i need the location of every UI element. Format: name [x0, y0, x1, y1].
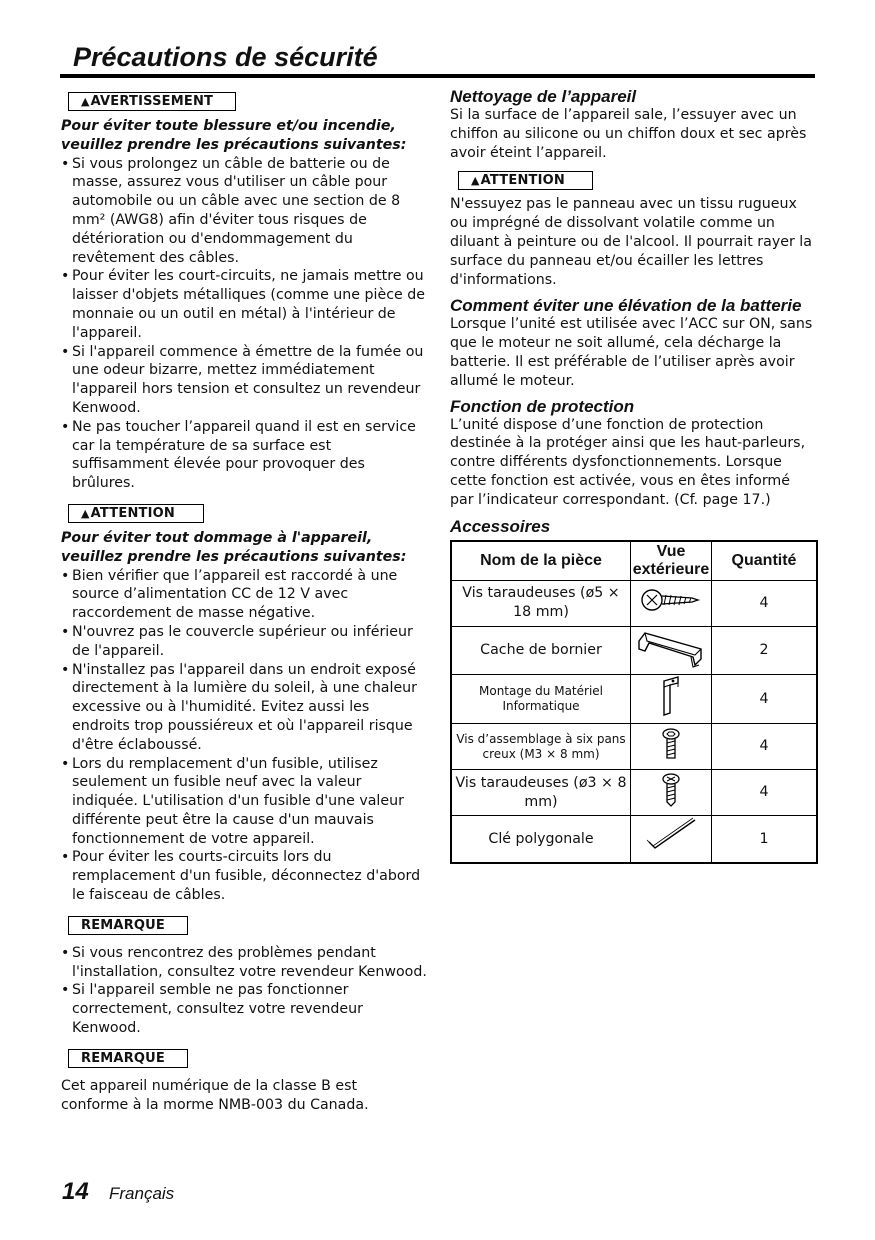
warning-list [61, 155, 427, 493]
part-name: Vis d’assemblage à six pans creux (M3 × 8 mm) [451, 724, 631, 770]
tapping-screw-small-icon [660, 772, 682, 808]
list-item: • N'installez pas l'appareil dans un endroit exposé directement à la lumière du soleil, à une chaleur excessive ou à l'humidité. Evitez aussi les endroits trop poussiéreux et où l'appareil risque d'être éclaboussé. [61, 661, 427, 755]
protection-heading: Fonction de protection [450, 396, 635, 416]
attention-intro: Pour éviter tout dommage à l'appareil, veuillez prendre les précautions suivantes: [61, 529, 407, 565]
part-name: Clé polygonale [451, 816, 631, 863]
list-item: • Si vous rencontrez des problèmes pendant l'installation, consultez votre revendeur Kenwood. [61, 944, 427, 982]
list-item: • Pour éviter les court-circuits, ne jamais mettre ou laisser d'objets métalliques (comme une pièce de monnaie ou un outil en métal) à l'intérieur de l'appareil. [61, 267, 427, 342]
table-header-row [451, 541, 817, 581]
warning-triangle-icon: ▲ [471, 174, 480, 188]
list-item: • N'ouvrez pas le couvercle supérieur ou inférieur de l'appareil. [61, 623, 427, 661]
accessories-heading: Accessoires [450, 516, 551, 536]
part-quantity: 1 [712, 816, 818, 863]
remark-label-box [68, 916, 188, 935]
table-row [451, 626, 817, 675]
part-quantity: 2 [712, 626, 818, 675]
col-header-view: Vue extérieure [631, 541, 712, 581]
attention-label: ATTENTION [480, 173, 565, 189]
warning-intro: Pour éviter toute blessure et/ou incendie, veuillez prendre les précautions suivantes: [61, 118, 407, 153]
col-header-name: Nom de la pièce [451, 541, 631, 581]
mounting-bracket-icon [656, 675, 686, 717]
part-quantity: 4 [712, 770, 818, 816]
col-header-qty: Quantité [712, 541, 818, 581]
title-rule [60, 74, 815, 78]
warning-triangle-icon: ▲ [81, 506, 90, 520]
battery-text: Lorsque l’unité est utilisée avec l’ACC sur ON, sans que le moteur ne soit allumé, cela décharge la batterie. Il est préférable de l’utiliser après avoir allumé le moteur. [450, 316, 813, 389]
table-row [451, 580, 817, 626]
table-row [451, 770, 817, 816]
accessories-table [450, 540, 818, 864]
protection-text: L’unité dispose d’une fonction de protection destinée à la protéger ainsi que les haut-parleurs, contre différents dysfonctionnements. Lorsque cette fonction est activée, vous en êtes informé par l’indicateur correspondant. (Cf. page 17.) [450, 416, 806, 508]
part-quantity: 4 [712, 675, 818, 724]
attention-label-box [458, 171, 593, 190]
terminal-cover-icon [635, 627, 707, 669]
page-title: Précautions de sécurité [73, 42, 378, 72]
hex-wrench-icon [643, 816, 699, 856]
warning-triangle-icon: ▲ [81, 95, 90, 108]
remark-label: REMARQUE [81, 917, 165, 933]
part-quantity: 4 [712, 580, 818, 626]
remark-label-box-2 [68, 1049, 188, 1068]
part-name: Montage du Matériel Informatique [451, 675, 631, 724]
warning-label: AVERTISSEMENT [90, 94, 214, 109]
attention-label-box [68, 504, 204, 523]
left-column [61, 92, 427, 1114]
remark-list [61, 944, 427, 1038]
cleaning-text: Si la surface de l’appareil sale, l’essuyer avec un chiffon au silicone ou un chiffon doux et sec après avoir éteint l’appareil. [450, 107, 807, 161]
hex-socket-screw-icon [660, 727, 682, 761]
page-number: 14 [62, 1178, 89, 1205]
list-item: • Bien vérifier que l’appareil est raccordé à une source d’alimentation CC de 12 V avec raccordement de masse négative. [61, 567, 427, 623]
list-item: • Lors du remplacement d'un fusible, utilisez seulement un fusible neuf avec la valeur indiquée. L'utilisation d'un fusible d'une valeur différente peut être la cause d'un mauvais fonctionnement de votre appareil. [61, 755, 427, 849]
cleaning-heading: Nettoyage de l’appareil [450, 87, 637, 106]
part-quantity: 4 [712, 724, 818, 770]
list-item: • Si l'appareil semble ne pas fonctionner correctement, consultez votre revendeur Kenwood. [61, 981, 427, 1037]
attention-list [61, 567, 427, 905]
battery-heading: Comment éviter une élévation de la batterie [450, 296, 802, 316]
list-item: • Pour éviter les courts-circuits lors du remplacement d'un fusible, déconnectez d'abord le faisceau de câbles. [61, 848, 427, 904]
tapping-screw-large-icon [640, 585, 702, 615]
page-language: Français [109, 1184, 175, 1203]
warning-label-box [68, 92, 236, 111]
attention-text: N'essuyez pas le panneau avec un tissu rugueux ou imprégné de dissolvant volatile comme un diluant à peinture ou de l'alcool. Il pourrait rayer la surface du panneau et/ou écailler les lettres d'informations. [450, 196, 812, 288]
canada-compliance-text: Cet appareil numérique de la classe B est conforme à la morme NMB-003 du Canada. [61, 1077, 369, 1113]
table-row [451, 675, 817, 724]
right-column [450, 87, 818, 864]
list-item: • Ne pas toucher l’appareil quand il est en service car la température de sa surface est suffisamment élevée pour provoquer des brûlures. [61, 418, 427, 493]
part-name: Cache de bornier [451, 626, 631, 675]
table-row [451, 724, 817, 770]
list-item: • Si vous prolongez un câble de batterie ou de masse, assurez vous d'utiliser un câble pour automobile ou un câble avec une section de 8 mm² (AWG8) afin d'éviter tous risques de détérioration ou d'endommagement du revêtement des câbles. [61, 155, 427, 268]
list-item: • Si l'appareil commence à émettre de la fumée ou une odeur bizarre, mettez immédiatement l'appareil hors tension et consultez un revendeur Kenwood. [61, 343, 427, 418]
table-row [451, 816, 817, 863]
remark-label: REMARQUE [81, 1050, 165, 1066]
part-name: Vis taraudeuses (ø5 × 18 mm) [451, 580, 631, 626]
attention-label: ATTENTION [90, 505, 175, 521]
part-name: Vis taraudeuses (ø3 × 8 mm) [451, 770, 631, 816]
